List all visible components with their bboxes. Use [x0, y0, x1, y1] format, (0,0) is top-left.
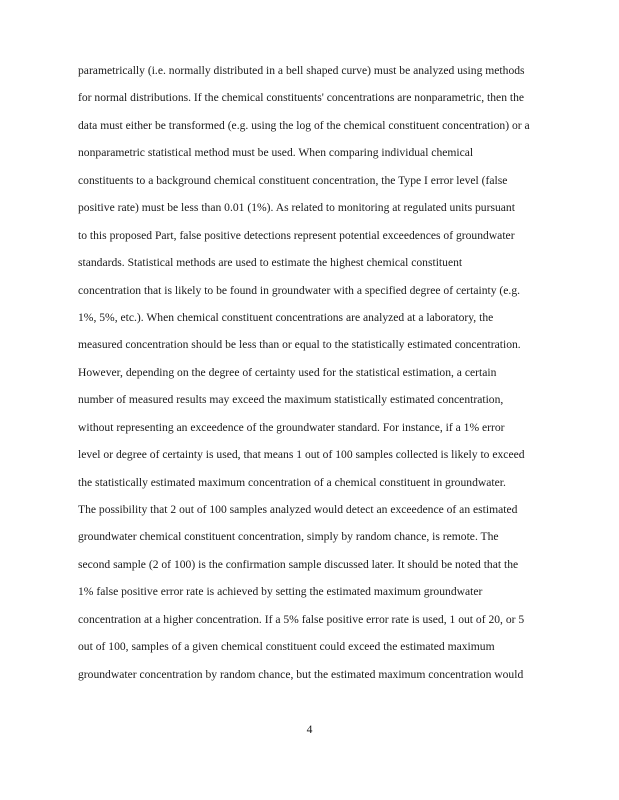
text-line: groundwater concentration by random chance, but the estimated maximum concentration would: [78, 667, 524, 681]
text-line: nonparametric statistical method must be used. When comparing individual chemical: [78, 146, 474, 160]
text-line: for normal distributions. If the chemical constituents' concentrations are nonparametric, then the: [78, 91, 525, 105]
text-line: standards. Statistical methods are used to estimate the highest chemical constituent: [78, 256, 463, 270]
page-number: 4: [306, 723, 313, 736]
text-line: positive rate) must be less than 0.01 (1%). As related to monitoring at regulated units pursuant: [78, 201, 515, 215]
text-line: constituents to a background chemical constituent concentration, the Type I error level (false: [78, 173, 508, 187]
text-line: concentration at a higher concentration. If a 5% false positive error rate is used, 1 out of 20, or 5: [78, 612, 525, 626]
text-line: parametrically (i.e. normally distributed in a bell shaped curve) must be analyzed using methods: [78, 64, 525, 77]
text-line: concentration that is likely to be found in groundwater with a specified degree of certainty (e.g.: [78, 283, 521, 297]
text-line: number of measured results may exceed the maximum statistically estimated concentration,: [78, 393, 504, 407]
text-line: to this proposed Part, false positive detections represent potential exceedences of groundwater: [78, 228, 515, 242]
text-line: out of 100, samples of a given chemical constituent could exceed the estimated maximum: [78, 640, 495, 654]
text-line: 1%, 5%, etc.). When chemical constituent concentrations are analyzed at a laboratory, the: [78, 310, 494, 324]
text-line: 1% false positive error rate is achieved by setting the estimated maximum groundwater: [78, 585, 483, 599]
text-line: level or degree of certainty is used, that means 1 out of 100 samples collected is likely to exceed: [78, 448, 525, 462]
text-line: groundwater chemical constituent concentration, simply by random chance, is remote. The: [78, 530, 499, 544]
text-line: The possibility that 2 out of 100 samples analyzed would detect an exceedence of an estimated: [78, 503, 518, 516]
text-line: However, depending on the degree of certainty used for the statistical estimation, a certain: [78, 365, 497, 379]
text-line: measured concentration should be less than or equal to the statistically estimated concentration.: [78, 338, 521, 352]
text-line: data must either be transformed (e.g. using the log of the chemical constituent concentration) or a: [78, 118, 530, 132]
text-line: second sample (2 of 100) is the confirmation sample discussed later. It should be noted that the: [78, 557, 519, 571]
text-line: without representing an exceedence of the groundwater standard. For instance, if a 1% error: [78, 420, 505, 434]
body-text: [78, 57, 548, 688]
text-line: the statistically estimated maximum concentration of a chemical constituent in groundwater.: [78, 475, 506, 489]
